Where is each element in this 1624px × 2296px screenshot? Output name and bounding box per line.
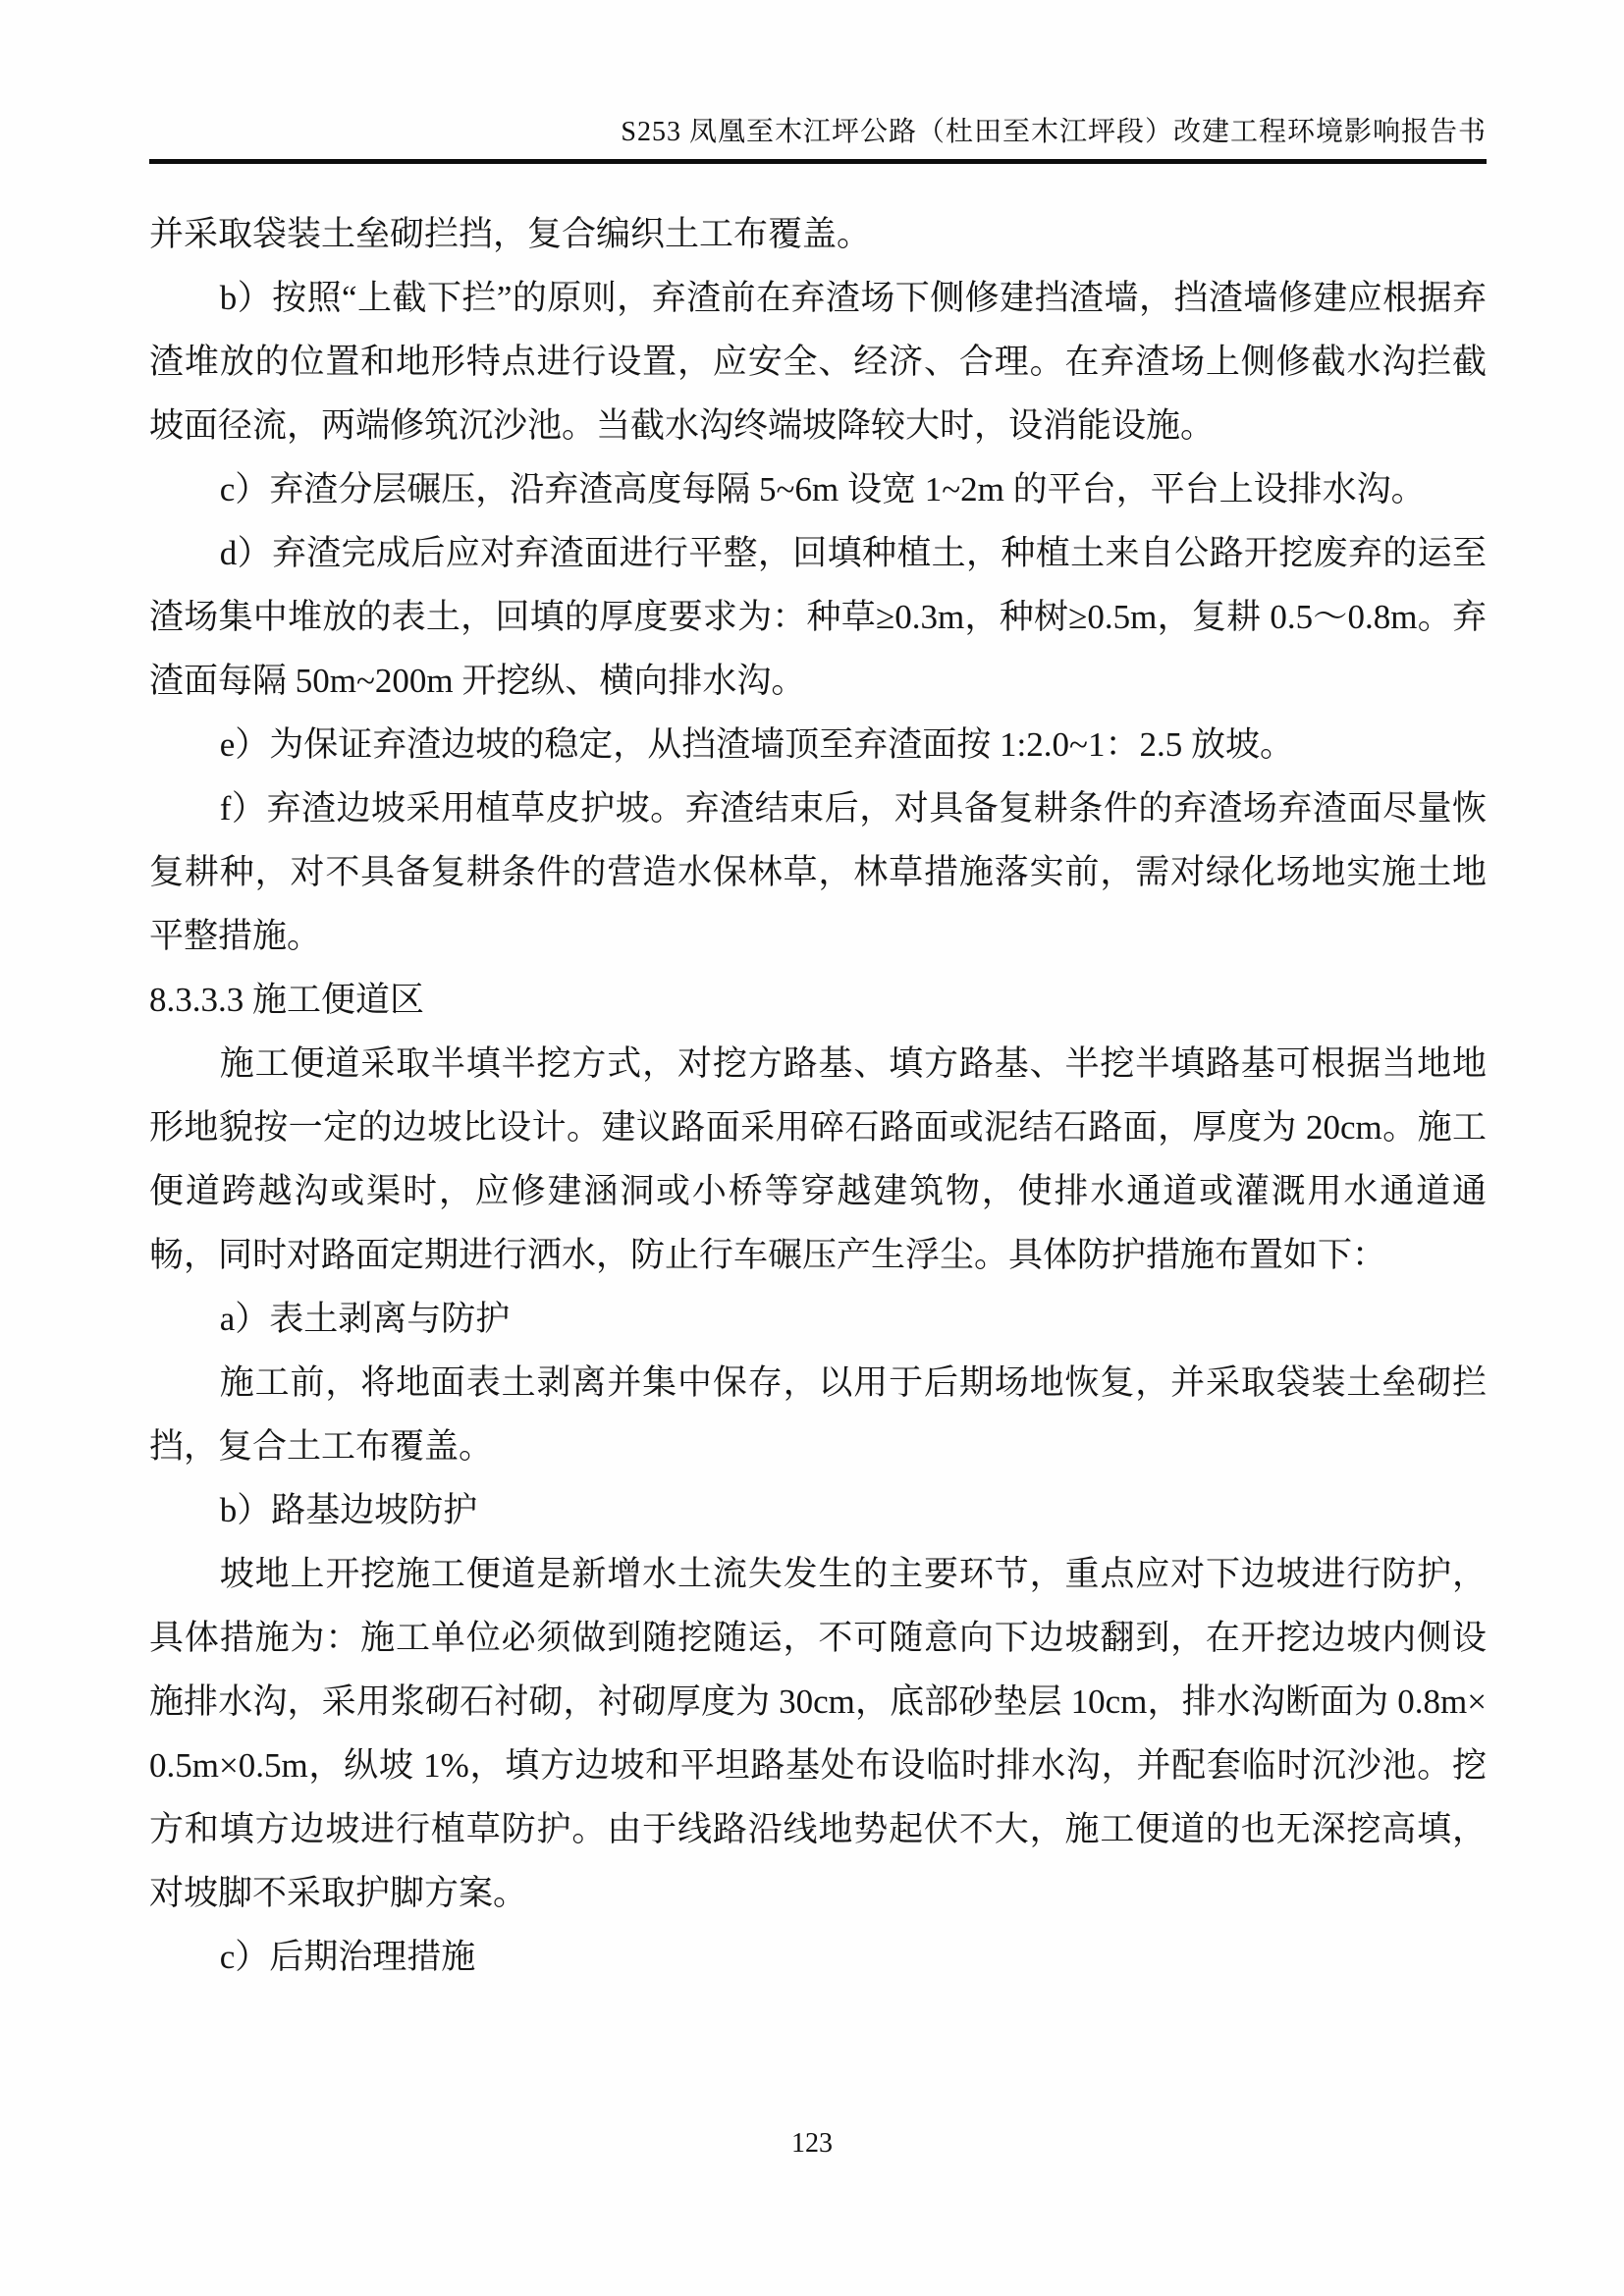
paragraph-continuation: 并采取袋装土垒砌拦挡，复合编织土工布覆盖。 [149, 215, 872, 253]
page-header [149, 116, 1487, 164]
report-title: S253 凤凰至木江坪公路（杜田至木江坪段）改建工程环境影响报告书 [621, 117, 1487, 147]
page-footer [0, 2128, 1624, 2160]
paragraph-item-e: e）为保证弃渣边坡的稳定，从挡渣墙顶至弃渣面按 1:2.0~1：2.5 放坡。 [219, 725, 1294, 764]
paragraph-item-c: c）弃渣分层碾压，沿弃渣高度每隔 5~6m 设宽 1~2m 的平台，平台上设排水沟。 [219, 470, 1426, 508]
paragraph-item-d: d）弃渣完成后应对弃渣面进行平整，回填种植土，种植土来自公路开挖废弃的运至渣场集中堆放的表土，回填的厚度要求为：种草≥0.3m，种树≥0.5m，复耕 0.5～0.8m。弃渣面每隔 50m~200m 开挖纵、横向排水沟。 [149, 534, 1487, 700]
paragraph-slope-detail: 坡地上开挖施工便道是新增水土流失发生的主要环节，重点应对下边坡进行防护，具体措施为：施工单位必须做到随挖随运，不可随意向下边坡翻到，在开挖边坡内侧设施排水沟，采用浆砌石衬砌，衬砌厚度为 30cm，底部砂垫层 10cm，排水沟断面为 0.8m×0.5m×0.5m，纵坡 1%，填方边坡和平坦路基处布设临时排水沟，并配套临时沉沙池。挖方和填方边坡进行植草防护。由于线路沿线地势起伏不大，施工便道的也无深挖高填，对坡脚不采取护脚方案。 [149, 1555, 1487, 1912]
section-heading-8-3-3-3: 8.3.3.3 施工便道区 [149, 981, 425, 1019]
page-number: 123 [791, 2128, 833, 2159]
document-body [149, 202, 1487, 1989]
paragraph-item-a-topsoil: a）表土剥离与防护 [219, 1300, 511, 1338]
paragraph-topsoil-detail: 施工前，将地面表土剥离并集中保存，以用于后期场地恢复，并采取袋装土垒砌拦挡，复合土工布覆盖。 [149, 1363, 1487, 1466]
paragraph-haul-road-intro: 施工便道采取半填半挖方式，对挖方路基、填方路基、半挖半填路基可根据当地地形地貌按一定的边坡比设计。建议路面采用碎石路面或泥结石路面，厚度为 20cm。施工便道跨越沟或渠时，应修建涵洞或小桥等穿越建筑物，使排水通道或灌溉用水通道通畅，同时对路面定期进行洒水，防止行车碾压产生浮尘。具体防护措施布置如下： [149, 1044, 1487, 1274]
paragraph-item-b-slope: b）路基边坡防护 [219, 1491, 478, 1529]
paragraph-item-c-later: c）后期治理措施 [219, 1938, 476, 1976]
paragraph-item-b: b）按照“上截下拦”的原则，弃渣前在弃渣场下侧修建挡渣墙，挡渣墙修建应根据弃渣堆放的位置和地形特点进行设置，应安全、经济、合理。在弃渣场上侧修截水沟拦截坡面径流，两端修筑沉沙池。当截水沟终端坡降较大时，设消能设施。 [149, 279, 1487, 445]
paragraph-item-f: f）弃渣边坡采用植草皮护坡。弃渣结束后，对具备复耕条件的弃渣场弃渣面尽量恢复耕种，对不具备复耕条件的营造水保林草，林草措施落实前，需对绿化场地实施土地平整措施。 [149, 789, 1487, 955]
